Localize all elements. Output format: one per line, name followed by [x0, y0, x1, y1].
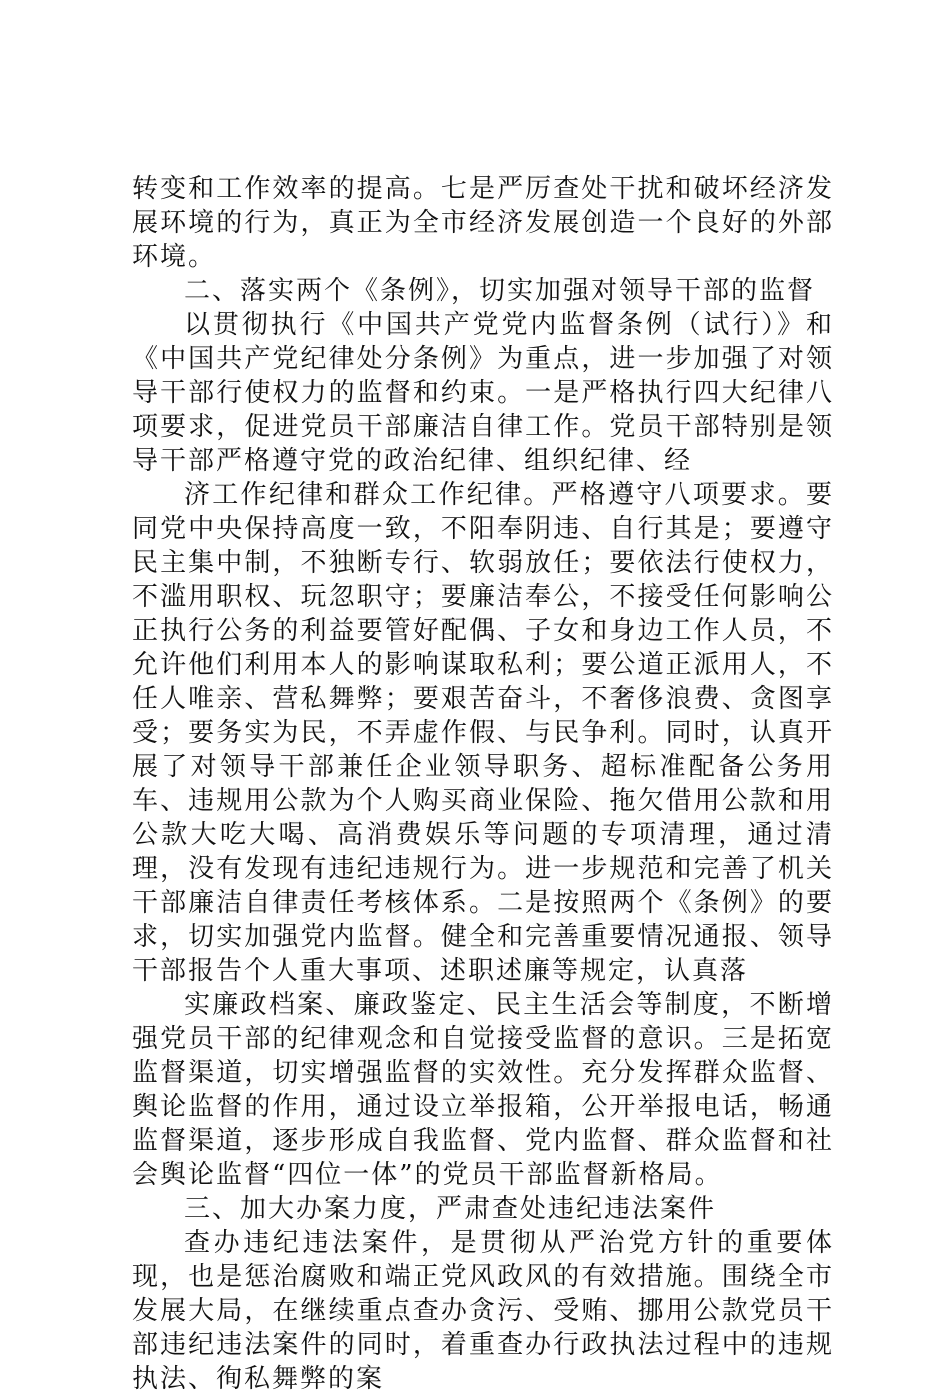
- paragraph-supervision: 实廉政档案、廉政鉴定、民主生活会等制度，不断增强党员干部的纪律观念和自觉接受监督的意识。三是拓宽监督渠道，切实增强监督的实效性。充分发挥群众监督、舆论监督的作用，通过设立举报箱，公开举报电话，畅通监督渠道，逐步形成自我监督、党内监督、群众监督和社会舆论监督“四位一体”的党员干部监督新格局。: [132, 990, 834, 1190]
- paragraph-discipline: 济工作纪律和群众工作纪律。严格遵守八项要求。要同党中央保持高度一致，不阳奉阴违、自行其是；要遵守民主集中制，不独断专行、软弱放任；要依法行使权力，不滥用职权、玩忽职守；要廉洁奉公，不接受任何影响公正执行公务的利益要管好配偶、子女和身边工作人员，不允许他们利用本人的影响谋取私利；要公道正派用人，不任人唯亲、营私舞弊；要艰苦奋斗，不奢侈浪费、贪图享受；要务实为民，不弄虚作假、与民争利。同时，认真开展了对领导干部兼任企业领导职务、超标准配备公务用车、违规用公款为个人购买商业保险、拖欠借用公款和用公款大吃大喝、高消费娱乐等问题的专项清理，通过清理，没有发现有违纪违规行为。进一步规范和完善了机关干部廉洁自律责任考核体系。二是按照两个《条例》的要求，切实加强党内监督。健全和完善重要情况通报、领导干部报告个人重大事项、述职述廉等规定，认真落: [132, 480, 834, 986]
- paragraph-cases: 查办违纪违法案件，是贯彻从严治党方针的重要体现，也是惩治腐败和端正党风政风的有效措施。围绕全市发展大局，在继续重点查办贪污、受贿、挪用公款党员干部违纪违法案件的同时，着重查办行政执法过程中的违规执法、徇私舞弊的案: [132, 1228, 834, 1394]
- section-heading-3: 三、加大办案力度，严肃查处违纪违法案件: [184, 1194, 717, 1224]
- paragraph-continuation: 转变和工作效率的提高。七是严厉查处干扰和破坏经济发展环境的行为，真正为全市经济发展创造一个良好的外部环境。: [132, 174, 834, 272]
- section-heading-2: 二、落实两个《条例》，切实加强对领导干部的监督: [184, 276, 816, 306]
- paragraph-regulations: 以贯彻执行《中国共产党党内监督条例（试行）》和《中国共产党纪律处分条例》为重点，进一步加强了对领导干部行使权力的监督和约束。一是严格执行四大纪律八项要求，促进党员干部廉洁自律工作。党员干部特别是领导干部严格遵守党的政治纪律、组织纪律、经: [132, 310, 834, 476]
- document-body: [132, 172, 834, 1396]
